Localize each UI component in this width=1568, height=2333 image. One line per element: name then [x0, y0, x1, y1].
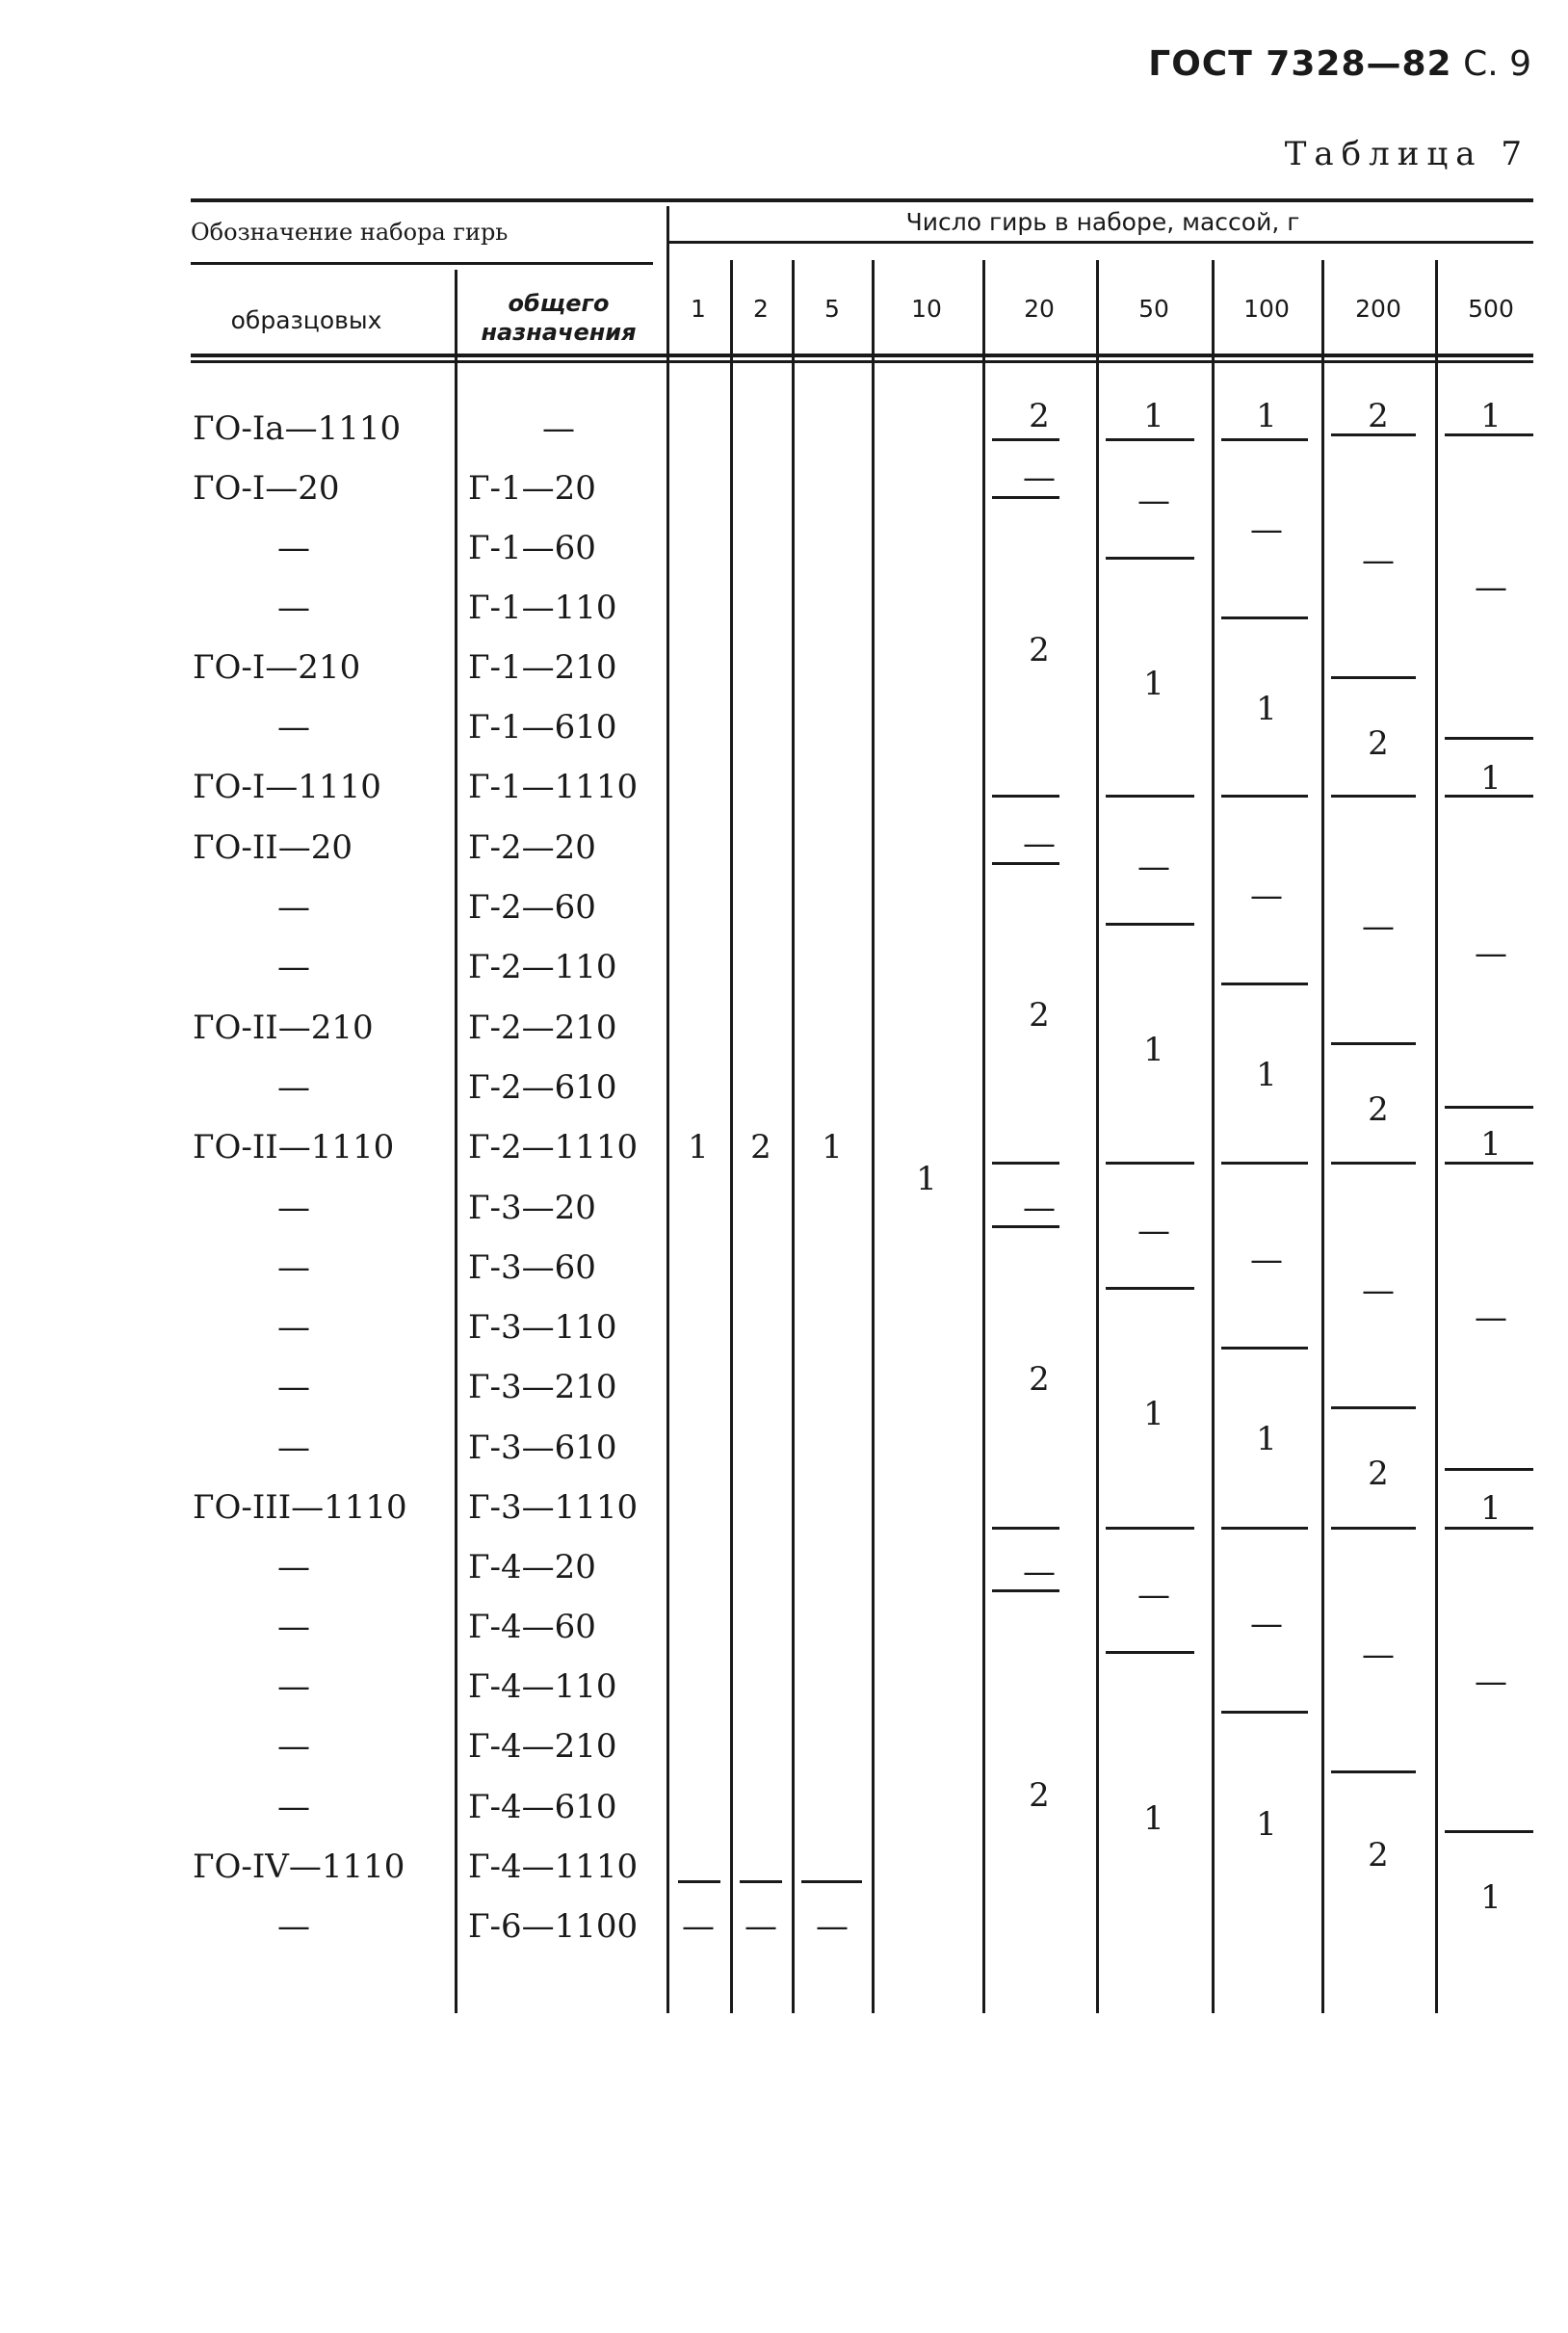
cell-group-rule: [992, 1527, 1059, 1530]
cell-group-rule: [1221, 616, 1308, 619]
page-number: С. 9: [1463, 44, 1531, 84]
value-50g: 1: [1143, 665, 1164, 703]
cell-group-rule: [1106, 557, 1194, 560]
cell-group-rule: [1106, 438, 1194, 441]
value-500g: 1: [1480, 1125, 1502, 1164]
cell-group-rule: [1331, 433, 1416, 436]
value-500g: 1: [1480, 397, 1502, 435]
cell-group-rule: [1106, 1527, 1194, 1530]
col-divider-mass-block: [666, 206, 669, 2013]
value-200g-dash: —: [1362, 1636, 1395, 1674]
cell-group-rule: [1331, 1527, 1416, 1530]
value-10g: 1: [916, 1160, 937, 1198]
value-500g-dash: —: [1475, 1663, 1507, 1701]
header-bottom-rule: [191, 354, 1533, 357]
row-reference-designation: —: [277, 1548, 310, 1586]
cell-group-rule: [992, 1225, 1059, 1228]
table-top-rule: [191, 198, 1533, 202]
row-reference-designation: —: [277, 1189, 310, 1227]
group-header: Обозначение набора гирь: [191, 219, 509, 246]
mass-col-1: 1: [691, 295, 706, 323]
value-50g: 1: [1143, 1395, 1164, 1433]
row-reference-designation: —: [277, 529, 310, 567]
value-100g: 1: [1256, 1056, 1277, 1094]
mass-col-2: 2: [753, 295, 769, 323]
row-general-designation: Г-4—610: [468, 1788, 617, 1826]
row-general-designation: Г-3—210: [468, 1368, 617, 1406]
value-20g: 2: [1029, 1360, 1050, 1399]
value-100g: 1: [1256, 690, 1277, 728]
value-50g-dash: —: [1137, 482, 1170, 520]
value-50g: 1: [1143, 1799, 1164, 1838]
value-20g: 2: [1029, 996, 1050, 1035]
value-5g: 1: [822, 1128, 843, 1166]
value-20g: 2: [1029, 631, 1050, 669]
row-general-designation: Г-4—20: [468, 1548, 596, 1586]
value-20g-dash: —: [1023, 459, 1056, 497]
cell-group-rule: [1331, 1162, 1416, 1165]
mass-col-10: 10: [911, 295, 942, 323]
row-reference-designation: ГО-II—1110: [193, 1128, 395, 1166]
value-20g: 2: [1029, 397, 1050, 435]
cell-group-rule: [678, 1880, 720, 1883]
mass-col-5: 5: [824, 295, 840, 323]
row-reference-designation: —: [277, 1608, 310, 1646]
row-reference-designation: ГО-II—210: [193, 1009, 374, 1047]
cell-group-rule: [1221, 1347, 1308, 1350]
value-200g: 2: [1368, 1836, 1389, 1874]
row-general-designation: Г-2—1110: [468, 1128, 639, 1166]
row-general-designation: Г-2—20: [468, 828, 596, 867]
cell-group-rule: [1106, 1651, 1194, 1654]
value-20g-dash: —: [1023, 1553, 1056, 1591]
value-1g-dash: —: [682, 1907, 715, 1946]
value-500g: 1: [1480, 1878, 1502, 1917]
row-reference-designation: —: [277, 888, 310, 927]
mass-col-500: 500: [1468, 295, 1514, 323]
row-reference-designation: ГО-IV—1110: [193, 1848, 405, 1886]
cell-group-rule: [992, 496, 1059, 499]
col-divider-100-200: [1321, 260, 1324, 2013]
cell-group-rule: [1331, 676, 1416, 679]
row-general-designation: Г-1—110: [468, 589, 617, 627]
row-reference-designation: —: [277, 1068, 310, 1107]
row-general-designation: Г-3—110: [468, 1308, 617, 1347]
value-50g: 1: [1143, 397, 1164, 435]
row-general-designation: Г-1—610: [468, 708, 617, 747]
row-reference-designation: ГО-II—20: [193, 828, 353, 867]
header-bottom-rule-2: [191, 360, 1533, 363]
col-divider-10-20: [982, 260, 985, 2013]
standard-number: ГОСТ 7328—82: [1148, 44, 1452, 84]
value-100g: 1: [1256, 1805, 1277, 1844]
value-50g-dash: —: [1137, 1212, 1170, 1250]
cell-group-rule: [992, 438, 1059, 441]
value-200g: 2: [1368, 1090, 1389, 1129]
mass-header: Число гирь в наборе, массой, г: [905, 208, 1300, 236]
value-20g-dash: —: [1023, 825, 1056, 863]
col-divider-designation: [455, 270, 457, 2013]
row-reference-designation: ГО-I—20: [193, 469, 340, 508]
value-100g-dash: —: [1250, 511, 1283, 549]
row-general-designation: —: [542, 409, 575, 448]
row-general-designation: Г-1—20: [468, 469, 596, 508]
col-divider-50-100: [1212, 260, 1215, 2013]
row-reference-designation: —: [277, 1429, 310, 1467]
cell-group-rule: [1221, 1527, 1308, 1530]
value-500g: 1: [1480, 759, 1502, 798]
row-general-designation: Г-2—60: [468, 888, 596, 927]
row-general-designation: Г-3—1110: [468, 1488, 639, 1527]
cell-group-rule: [992, 1162, 1059, 1165]
value-100g: 1: [1256, 397, 1277, 435]
mass-col-200: 200: [1355, 295, 1401, 323]
value-5g-dash: —: [816, 1907, 849, 1946]
cell-group-rule: [1331, 1042, 1416, 1045]
cell-group-rule: [1445, 1162, 1533, 1165]
row-reference-designation: —: [277, 1308, 310, 1347]
cell-group-rule: [1106, 1162, 1194, 1165]
mass-col-50: 50: [1138, 295, 1169, 323]
value-200g: 2: [1368, 397, 1389, 435]
mass-col-20: 20: [1024, 295, 1055, 323]
cell-group-rule: [1106, 1287, 1194, 1290]
value-50g-dash: —: [1137, 848, 1170, 886]
cell-group-rule: [992, 1589, 1059, 1592]
row-general-designation: Г-2—210: [468, 1009, 617, 1047]
cell-group-rule: [740, 1880, 782, 1883]
value-50g: 1: [1143, 1031, 1164, 1069]
cell-group-rule: [1106, 795, 1194, 798]
cell-group-rule: [1221, 1162, 1308, 1165]
value-100g-dash: —: [1250, 877, 1283, 915]
cell-group-rule: [1331, 1770, 1416, 1773]
row-general-designation: Г-4—60: [468, 1608, 596, 1646]
row-general-designation: Г-4—110: [468, 1667, 617, 1706]
row-reference-designation: —: [277, 1248, 310, 1287]
cell-group-rule: [1445, 1106, 1533, 1109]
cell-group-rule: [1445, 737, 1533, 740]
value-2g: 2: [750, 1128, 771, 1166]
value-200g-dash: —: [1362, 541, 1395, 580]
cell-group-rule: [1445, 1830, 1533, 1833]
value-50g-dash: —: [1137, 1576, 1170, 1614]
row-general-designation: Г-3—610: [468, 1429, 617, 1467]
cell-group-rule: [801, 1880, 862, 1883]
col-divider-5-10: [872, 260, 875, 2013]
value-2g-dash: —: [745, 1907, 777, 1946]
cell-group-rule: [1221, 1711, 1308, 1714]
cell-group-rule: [1445, 433, 1533, 436]
value-500g: 1: [1480, 1489, 1502, 1528]
row-general-designation: Г-3—60: [468, 1248, 596, 1287]
col-divider-200-500: [1435, 260, 1438, 2013]
row-reference-designation: —: [277, 589, 310, 627]
value-500g-dash: —: [1475, 1298, 1507, 1337]
value-500g-dash: —: [1475, 934, 1507, 973]
row-general-designation: Г-1—60: [468, 529, 596, 567]
row-reference-designation: ГО-Iа—1110: [193, 409, 402, 448]
col-divider-20-50: [1096, 260, 1099, 2013]
value-20g: 2: [1029, 1776, 1050, 1815]
value-200g: 2: [1368, 724, 1389, 763]
row-general-designation: Г-1—210: [468, 648, 617, 687]
row-reference-designation: —: [277, 708, 310, 747]
cell-group-rule: [1445, 795, 1533, 798]
cell-group-rule: [1331, 795, 1416, 798]
row-general-designation: Г-3—20: [468, 1189, 596, 1227]
value-200g-dash: —: [1362, 1271, 1395, 1310]
cell-group-rule: [1331, 1406, 1416, 1409]
table-caption: Таблица 7: [1284, 135, 1529, 173]
cell-group-rule: [992, 862, 1059, 865]
mass-subheader-rule: [668, 241, 1533, 244]
row-reference-designation: —: [277, 1727, 310, 1766]
cell-group-rule: [992, 795, 1059, 798]
value-100g-dash: —: [1250, 1241, 1283, 1279]
row-reference-designation: —: [277, 948, 310, 986]
value-200g-dash: —: [1362, 907, 1395, 946]
col-header-reference: образцовых: [230, 306, 382, 334]
cell-group-rule: [1445, 1527, 1533, 1530]
designation-subheader-rule: [191, 262, 653, 265]
value-100g: 1: [1256, 1420, 1277, 1458]
row-general-designation: Г-4—210: [468, 1727, 617, 1766]
row-general-designation: Г-6—1100: [468, 1907, 639, 1946]
mass-col-100: 100: [1243, 295, 1290, 323]
value-500g-dash: —: [1475, 568, 1507, 607]
row-reference-designation: —: [277, 1907, 310, 1946]
row-reference-designation: —: [277, 1788, 310, 1826]
row-reference-designation: —: [277, 1368, 310, 1406]
value-1g: 1: [688, 1128, 709, 1166]
value-100g-dash: —: [1250, 1605, 1283, 1643]
row-general-designation: Г-1—1110: [468, 768, 639, 806]
cell-group-rule: [1445, 1468, 1533, 1471]
cell-group-rule: [1221, 438, 1308, 441]
row-reference-designation: ГО-I—210: [193, 648, 361, 687]
row-reference-designation: ГО-III—1110: [193, 1488, 407, 1527]
row-general-designation: Г-4—1110: [468, 1848, 639, 1886]
col-divider-1-2: [730, 260, 733, 2013]
value-200g: 2: [1368, 1455, 1389, 1493]
col-divider-2-5: [792, 260, 795, 2013]
row-general-designation: Г-2—110: [468, 948, 617, 986]
cell-group-rule: [1221, 983, 1308, 985]
cell-group-rule: [1221, 795, 1308, 798]
row-general-designation: Г-2—610: [468, 1068, 617, 1107]
value-20g-dash: —: [1023, 1189, 1056, 1227]
col-header-general: общего назначения: [481, 290, 637, 346]
row-reference-designation: —: [277, 1667, 310, 1706]
row-reference-designation: ГО-I—1110: [193, 768, 381, 806]
cell-group-rule: [1106, 923, 1194, 926]
